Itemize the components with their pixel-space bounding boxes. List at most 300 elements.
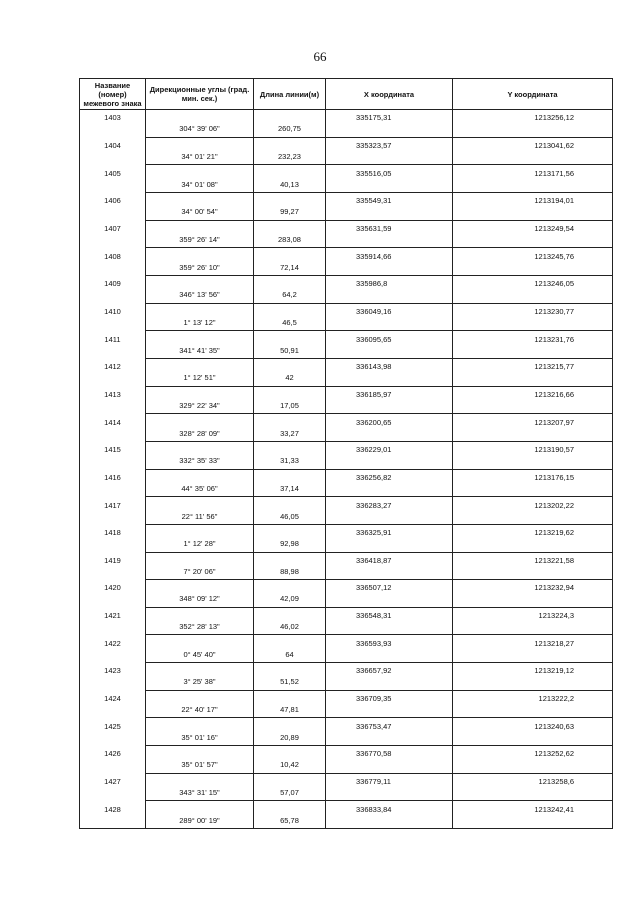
direction-angle: 1° 13' 12": [146, 317, 254, 331]
point-name: 1420: [80, 580, 146, 594]
direction-angle: 34° 01' 21": [146, 151, 254, 165]
table-row: [80, 206, 613, 220]
point-name: 1413: [80, 386, 146, 400]
empty-name-cell: [80, 483, 146, 497]
direction-angle: 34° 01' 08": [146, 179, 254, 193]
point-name: 1417: [80, 497, 146, 511]
empty-angle-cell: [146, 607, 254, 621]
x-coordinate: 336548,31: [326, 607, 453, 621]
line-length: 51,52: [254, 676, 326, 690]
empty-y-cell: [453, 123, 613, 137]
table-row: [80, 358, 613, 372]
table-row: [80, 718, 613, 732]
empty-name-cell: [80, 428, 146, 442]
line-length: 33,27: [254, 428, 326, 442]
x-coordinate: 335549,31: [326, 192, 453, 206]
point-name: 1403: [80, 110, 146, 124]
direction-angle: 34° 00' 54": [146, 206, 254, 220]
empty-length-cell: [254, 746, 326, 760]
table-row: [80, 192, 613, 206]
empty-length-cell: [254, 275, 326, 289]
x-coordinate: 336049,16: [326, 303, 453, 317]
table-row: [80, 580, 613, 594]
empty-x-cell: [326, 289, 453, 303]
table-row: [80, 497, 613, 511]
empty-x-cell: [326, 483, 453, 497]
x-coordinate: 336507,12: [326, 580, 453, 594]
empty-length-cell: [254, 635, 326, 649]
empty-name-cell: [80, 759, 146, 773]
table-row: [80, 428, 613, 442]
table-row: [80, 372, 613, 386]
x-coordinate: 336229,01: [326, 441, 453, 455]
empty-x-cell: [326, 538, 453, 552]
empty-angle-cell: [146, 580, 254, 594]
empty-angle-cell: [146, 137, 254, 151]
line-length: 42: [254, 372, 326, 386]
table-row: [80, 593, 613, 607]
point-name: 1414: [80, 414, 146, 428]
empty-name-cell: [80, 372, 146, 386]
table-row: [80, 262, 613, 276]
x-coordinate: 336753,47: [326, 718, 453, 732]
empty-length-cell: [254, 192, 326, 206]
empty-angle-cell: [146, 303, 254, 317]
y-coordinate: 1213219,12: [453, 663, 613, 677]
line-length: 37,14: [254, 483, 326, 497]
y-coordinate: 1213242,41: [453, 801, 613, 815]
x-coordinate: 336593,93: [326, 635, 453, 649]
y-coordinate: 1213176,15: [453, 469, 613, 483]
line-length: 64: [254, 649, 326, 663]
point-name: 1428: [80, 801, 146, 815]
empty-angle-cell: [146, 524, 254, 538]
empty-angle-cell: [146, 358, 254, 372]
empty-y-cell: [453, 234, 613, 248]
line-length: 57,07: [254, 787, 326, 801]
direction-angle: 328° 28' 09": [146, 428, 254, 442]
table-row: [80, 511, 613, 525]
empty-name-cell: [80, 234, 146, 248]
empty-name-cell: [80, 179, 146, 193]
x-coordinate: 336185,97: [326, 386, 453, 400]
empty-length-cell: [254, 358, 326, 372]
y-coordinate: 1213221,58: [453, 552, 613, 566]
empty-length-cell: [254, 414, 326, 428]
direction-angle: 22° 40' 17": [146, 704, 254, 718]
empty-length-cell: [254, 580, 326, 594]
line-length: 88,98: [254, 566, 326, 580]
empty-y-cell: [453, 151, 613, 165]
empty-y-cell: [453, 759, 613, 773]
header-y: Y координата: [453, 79, 613, 110]
table-row: [80, 566, 613, 580]
table-row: [80, 663, 613, 677]
table-row: [80, 317, 613, 331]
empty-angle-cell: [146, 441, 254, 455]
y-coordinate: 1213219,62: [453, 524, 613, 538]
empty-x-cell: [326, 759, 453, 773]
direction-angle: 289° 00' 19": [146, 815, 254, 829]
direction-angle: 359° 26' 10": [146, 262, 254, 276]
empty-length-cell: [254, 690, 326, 704]
table-row: [80, 676, 613, 690]
table-row: [80, 110, 613, 124]
empty-angle-cell: [146, 497, 254, 511]
empty-name-cell: [80, 704, 146, 718]
point-name: 1412: [80, 358, 146, 372]
empty-length-cell: [254, 607, 326, 621]
point-name: 1425: [80, 718, 146, 732]
y-coordinate: 1213256,12: [453, 110, 613, 124]
empty-name-cell: [80, 538, 146, 552]
table-row: [80, 690, 613, 704]
line-length: 232,23: [254, 151, 326, 165]
empty-name-cell: [80, 206, 146, 220]
empty-length-cell: [254, 386, 326, 400]
y-coordinate: 1213230,77: [453, 303, 613, 317]
table-body: [80, 110, 613, 829]
table-row: [80, 123, 613, 137]
empty-x-cell: [326, 511, 453, 525]
point-name: 1411: [80, 331, 146, 345]
direction-angle: 1° 12' 28": [146, 538, 254, 552]
page-number: 66: [313, 49, 327, 64]
empty-x-cell: [326, 455, 453, 469]
direction-angle: 304° 39' 06": [146, 123, 254, 137]
empty-angle-cell: [146, 690, 254, 704]
table-row: [80, 414, 613, 428]
point-name: 1422: [80, 635, 146, 649]
table-row: [80, 815, 613, 829]
y-coordinate: 1213231,76: [453, 331, 613, 345]
empty-x-cell: [326, 676, 453, 690]
empty-x-cell: [326, 345, 453, 359]
point-name: 1426: [80, 746, 146, 760]
empty-length-cell: [254, 801, 326, 815]
line-length: 20,89: [254, 732, 326, 746]
line-length: 46,05: [254, 511, 326, 525]
empty-y-cell: [453, 289, 613, 303]
empty-length-cell: [254, 718, 326, 732]
line-length: 46,02: [254, 621, 326, 635]
empty-name-cell: [80, 345, 146, 359]
table-row: [80, 179, 613, 193]
header-length: Длина линии(м): [254, 79, 326, 110]
empty-length-cell: [254, 773, 326, 787]
table-row: [80, 607, 613, 621]
empty-y-cell: [453, 649, 613, 663]
empty-length-cell: [254, 303, 326, 317]
y-coordinate: 1213258,6: [453, 773, 613, 787]
direction-angle: 329° 22' 34": [146, 400, 254, 414]
direction-angle: 7° 20' 06": [146, 566, 254, 580]
empty-x-cell: [326, 593, 453, 607]
y-coordinate: 1213171,56: [453, 165, 613, 179]
empty-name-cell: [80, 511, 146, 525]
empty-name-cell: [80, 400, 146, 414]
line-length: 47,81: [254, 704, 326, 718]
point-name: 1409: [80, 275, 146, 289]
direction-angle: 359° 26' 14": [146, 234, 254, 248]
empty-y-cell: [453, 538, 613, 552]
empty-length-cell: [254, 663, 326, 677]
empty-length-cell: [254, 165, 326, 179]
line-length: 92,98: [254, 538, 326, 552]
direction-angle: 341° 41' 35": [146, 345, 254, 359]
point-name: 1404: [80, 137, 146, 151]
x-coordinate: 335986,8: [326, 275, 453, 289]
empty-x-cell: [326, 123, 453, 137]
line-length: 65,78: [254, 815, 326, 829]
line-length: 10,42: [254, 759, 326, 773]
empty-angle-cell: [146, 469, 254, 483]
x-coordinate: 336256,82: [326, 469, 453, 483]
empty-y-cell: [453, 676, 613, 690]
empty-x-cell: [326, 372, 453, 386]
empty-y-cell: [453, 206, 613, 220]
empty-angle-cell: [146, 773, 254, 787]
line-length: 40,13: [254, 179, 326, 193]
empty-angle-cell: [146, 331, 254, 345]
x-coordinate: 336095,65: [326, 331, 453, 345]
table-row: [80, 345, 613, 359]
empty-name-cell: [80, 455, 146, 469]
point-name: 1416: [80, 469, 146, 483]
y-coordinate: 1213222,2: [453, 690, 613, 704]
direction-angle: 22° 11' 56": [146, 511, 254, 525]
empty-name-cell: [80, 621, 146, 635]
x-coordinate: 335323,57: [326, 137, 453, 151]
empty-y-cell: [453, 815, 613, 829]
table-row: [80, 331, 613, 345]
point-name: 1418: [80, 524, 146, 538]
empty-y-cell: [453, 732, 613, 746]
table-row: [80, 649, 613, 663]
empty-x-cell: [326, 787, 453, 801]
empty-y-cell: [453, 483, 613, 497]
empty-length-cell: [254, 441, 326, 455]
y-coordinate: 1213207,97: [453, 414, 613, 428]
direction-angle: 346° 13' 56": [146, 289, 254, 303]
x-coordinate: 336283,27: [326, 497, 453, 511]
empty-y-cell: [453, 704, 613, 718]
empty-x-cell: [326, 179, 453, 193]
table-row: [80, 552, 613, 566]
table-row: [80, 483, 613, 497]
line-length: 42,09: [254, 593, 326, 607]
table-row: [80, 455, 613, 469]
empty-angle-cell: [146, 248, 254, 262]
y-coordinate: 1213249,54: [453, 220, 613, 234]
empty-x-cell: [326, 704, 453, 718]
header-angle: Дирекционные углы (град. мин. сек.): [146, 79, 254, 110]
empty-x-cell: [326, 234, 453, 248]
line-length: 31,33: [254, 455, 326, 469]
empty-length-cell: [254, 552, 326, 566]
point-name: 1408: [80, 248, 146, 262]
table-row: [80, 538, 613, 552]
x-coordinate: 335516,05: [326, 165, 453, 179]
x-coordinate: 336200,65: [326, 414, 453, 428]
x-coordinate: 336833,84: [326, 801, 453, 815]
y-coordinate: 1213252,62: [453, 746, 613, 760]
empty-x-cell: [326, 428, 453, 442]
point-name: 1424: [80, 690, 146, 704]
direction-angle: 332° 35' 33": [146, 455, 254, 469]
empty-y-cell: [453, 345, 613, 359]
empty-x-cell: [326, 317, 453, 331]
empty-name-cell: [80, 262, 146, 276]
empty-name-cell: [80, 815, 146, 829]
table-row: [80, 621, 613, 635]
empty-length-cell: [254, 331, 326, 345]
empty-name-cell: [80, 151, 146, 165]
empty-angle-cell: [146, 746, 254, 760]
y-coordinate: 1213245,76: [453, 248, 613, 262]
table-row: [80, 386, 613, 400]
empty-angle-cell: [146, 220, 254, 234]
y-coordinate: 1213194,01: [453, 192, 613, 206]
direction-angle: 0° 45' 40": [146, 649, 254, 663]
table-row: [80, 289, 613, 303]
empty-y-cell: [453, 787, 613, 801]
table-row: [80, 303, 613, 317]
point-name: 1419: [80, 552, 146, 566]
direction-angle: 1° 12' 51": [146, 372, 254, 386]
empty-y-cell: [453, 593, 613, 607]
empty-x-cell: [326, 815, 453, 829]
empty-length-cell: [254, 248, 326, 262]
point-name: 1410: [80, 303, 146, 317]
empty-angle-cell: [146, 165, 254, 179]
empty-name-cell: [80, 289, 146, 303]
empty-angle-cell: [146, 552, 254, 566]
empty-name-cell: [80, 317, 146, 331]
x-coordinate: 336657,92: [326, 663, 453, 677]
empty-angle-cell: [146, 110, 254, 124]
table-header-row: [80, 79, 613, 110]
empty-name-cell: [80, 732, 146, 746]
direction-angle: 3° 25' 38": [146, 676, 254, 690]
empty-name-cell: [80, 593, 146, 607]
empty-angle-cell: [146, 192, 254, 206]
x-coordinate: 335175,31: [326, 110, 453, 124]
point-name: 1423: [80, 663, 146, 677]
empty-y-cell: [453, 262, 613, 276]
table-row: [80, 137, 613, 151]
line-length: 46,5: [254, 317, 326, 331]
line-length: 50,91: [254, 345, 326, 359]
point-name: 1406: [80, 192, 146, 206]
table-row: [80, 801, 613, 815]
empty-length-cell: [254, 469, 326, 483]
x-coordinate: 336143,98: [326, 358, 453, 372]
header-x: X координата: [326, 79, 453, 110]
y-coordinate: 1213216,66: [453, 386, 613, 400]
line-length: 72,14: [254, 262, 326, 276]
direction-angle: 44° 35' 06": [146, 483, 254, 497]
empty-y-cell: [453, 621, 613, 635]
empty-y-cell: [453, 317, 613, 331]
table-row: [80, 220, 613, 234]
empty-x-cell: [326, 732, 453, 746]
empty-angle-cell: [146, 386, 254, 400]
table-row: [80, 400, 613, 414]
empty-y-cell: [453, 179, 613, 193]
x-coordinate: 336709,35: [326, 690, 453, 704]
direction-angle: 352° 28' 13": [146, 621, 254, 635]
direction-angle: 35° 01' 57": [146, 759, 254, 773]
x-coordinate: 336418,87: [326, 552, 453, 566]
y-coordinate: 1213232,94: [453, 580, 613, 594]
y-coordinate: 1213041,62: [453, 137, 613, 151]
empty-angle-cell: [146, 718, 254, 732]
empty-x-cell: [326, 151, 453, 165]
direction-angle: 35° 01' 16": [146, 732, 254, 746]
empty-y-cell: [453, 511, 613, 525]
table-row: [80, 234, 613, 248]
empty-angle-cell: [146, 663, 254, 677]
empty-name-cell: [80, 566, 146, 580]
table-row: [80, 732, 613, 746]
empty-x-cell: [326, 649, 453, 663]
y-coordinate: 1213190,57: [453, 441, 613, 455]
empty-y-cell: [453, 455, 613, 469]
table-row: [80, 441, 613, 455]
empty-length-cell: [254, 110, 326, 124]
table-row: [80, 151, 613, 165]
y-coordinate: 1213224,3: [453, 607, 613, 621]
y-coordinate: 1213202,22: [453, 497, 613, 511]
y-coordinate: 1213240,63: [453, 718, 613, 732]
empty-y-cell: [453, 428, 613, 442]
empty-x-cell: [326, 621, 453, 635]
line-length: 260,75: [254, 123, 326, 137]
table-row: [80, 165, 613, 179]
empty-x-cell: [326, 262, 453, 276]
y-coordinate: 1213215,77: [453, 358, 613, 372]
x-coordinate: 336770,58: [326, 746, 453, 760]
empty-x-cell: [326, 206, 453, 220]
table-row: [80, 469, 613, 483]
empty-length-cell: [254, 220, 326, 234]
y-coordinate: 1213246,05: [453, 275, 613, 289]
empty-name-cell: [80, 676, 146, 690]
line-length: 17,05: [254, 400, 326, 414]
empty-name-cell: [80, 787, 146, 801]
header-name: Название (номер) межевого знака: [80, 79, 146, 110]
table-row: [80, 524, 613, 538]
point-name: 1405: [80, 165, 146, 179]
boundary-coordinates-table: [79, 78, 613, 829]
direction-angle: 343° 31' 15": [146, 787, 254, 801]
point-name: 1421: [80, 607, 146, 621]
empty-length-cell: [254, 497, 326, 511]
point-name: 1407: [80, 220, 146, 234]
y-coordinate: 1213218,27: [453, 635, 613, 649]
empty-length-cell: [254, 524, 326, 538]
line-length: 64,2: [254, 289, 326, 303]
empty-y-cell: [453, 372, 613, 386]
empty-length-cell: [254, 137, 326, 151]
x-coordinate: 335631,59: [326, 220, 453, 234]
empty-angle-cell: [146, 275, 254, 289]
table-row: [80, 635, 613, 649]
empty-y-cell: [453, 400, 613, 414]
empty-angle-cell: [146, 635, 254, 649]
empty-x-cell: [326, 400, 453, 414]
